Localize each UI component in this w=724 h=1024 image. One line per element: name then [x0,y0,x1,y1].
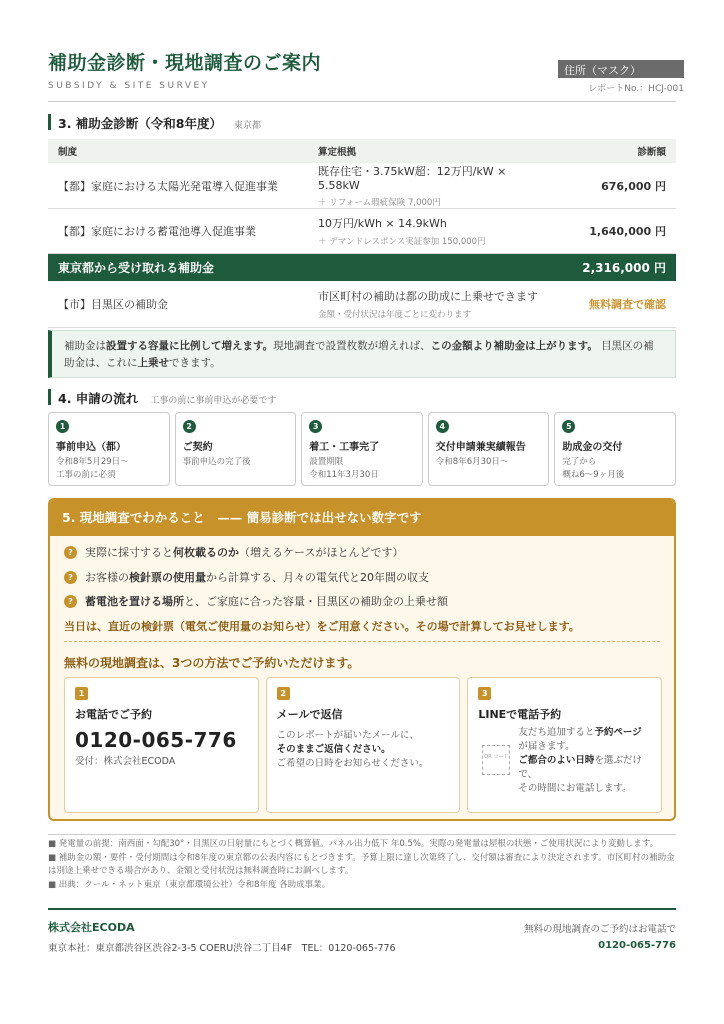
desc-text: が届きます。 [518,741,575,752]
qr-code[interactable]: QR コード [482,745,510,775]
step-number: 4 [436,420,449,433]
column-header: 診断額 [556,139,676,163]
program-name: 【都】家庭における太陽光発電導入促進事業 [48,163,308,209]
calc-basis: 市区町村の補助は都の助成に上乗せできます [318,289,538,303]
method-title: お電話でご予約 [75,708,152,721]
step-number: 5 [562,420,575,433]
application-steps [48,412,676,486]
step-title: 事前申込（都） [56,442,126,453]
method-line[interactable] [467,677,662,813]
subsidy-table [48,139,676,328]
step-card [554,412,676,486]
section-sub: 工事の前に事前申込が必要です [150,396,277,406]
step-title: ご契約 [182,442,213,453]
step-card [48,412,170,486]
step-number: 2 [183,420,196,433]
section-title: 4. 申請の流れ [58,391,139,406]
footer [48,908,676,958]
total-amount: 2,316,000 円 [556,254,676,281]
step-number: 1 [56,420,69,433]
calc-extra: ＋ デマンドレスポンス実証参加 150,000円 [318,237,486,247]
desc-text: 友だち追加すると [518,727,595,738]
method-number: 2 [277,687,290,700]
survey-point [64,569,429,585]
point-text: 実際に採寸すると [85,546,173,559]
point-text: から計算する、月々の電気代と20年間の収支 [206,571,429,584]
note-text: 現地調査で設置枚数が増えれば、 [273,340,431,352]
step-title: 助成金の交付 [562,442,623,453]
step-line: 令和8年5月29日〜 [56,457,129,467]
method-phone[interactable] [64,677,259,813]
section-region: 東京都 [234,121,262,131]
site-survey-panel [48,498,676,821]
question-icon: ? [64,571,77,584]
step-line: 完了から [562,457,597,467]
survey-heading: 5. 現地調査でわかること —— 簡易診断では出せない数字です [50,500,674,536]
subsidy-note [48,330,676,378]
total-label: 東京都から受け取れる補助金 [48,254,556,281]
phone-number[interactable]: 0120-065-776 [75,728,237,752]
contact-phone[interactable]: 0120-065-776 [598,940,676,951]
step-desc [183,456,289,469]
note-text: 目黒区の補助金は、これに [64,340,654,369]
survey-point [64,593,448,609]
desc-bold: ご都合のよい日時 [518,755,595,766]
calc-basis: 10万円/kWh × 14.9kWh [318,217,447,230]
company-name: 株式会社ECODA [48,921,135,934]
point-bold: 検針票の使用量 [129,571,206,584]
step-card [175,412,297,486]
note-bold: 設置する容量に比例して増えます。 [106,340,274,352]
method-desc: 受付：株式会社ECODA [75,756,176,767]
section-title: 3. 補助金診断（令和8年度） [58,116,222,131]
step-line: 令和8年6月30日〜 [435,457,509,467]
desc-line: ご希望の日時をお知らせください。 [276,758,429,769]
point-bold: 何枚載るのか [173,546,239,559]
step-line: 設置期限 [309,457,344,467]
table-row [48,163,676,209]
step-desc [436,456,542,469]
method-number: 1 [75,687,88,700]
header [48,48,684,98]
footnote: ■ 出典：クール・ネット東京（東京都環境公社）令和8年度 各助成事業。 [48,879,331,890]
question-icon: ? [64,546,77,559]
survey-emphasis: 当日は、直近の検針票（電気ご使用量のお知らせ）をご用意ください。その場で計算してお見せします。 [64,620,580,633]
company-address: 東京本社：東京都渋谷区渋谷2-3-5 COERU渋谷二丁目4F TEL：0120-065-776 [48,943,396,954]
step-desc [309,456,415,482]
point-bold: 蓄電池を置ける場所 [85,595,184,608]
step-card [428,412,550,486]
calc-extra: ＋ リフォーム瑕疵保険 7,000円 [318,198,441,208]
step-line: 工事の前に必須 [56,470,116,480]
page-title: 補助金診断・現地調査のご案内 [48,52,322,74]
survey-point [64,544,403,560]
divider [48,101,676,102]
note-bold: 上乗せ [137,357,169,369]
note-text: 補助金は [64,340,106,352]
calc-extra: 金額・受付状況は年度ごとに変わります [318,309,472,320]
footnote: ■ 補助金の額・要件・受付期間は令和8年度の東京都の公表内容にもとづきます。予算上限に達し次第終了し、交付額は審査により決定されます。市区町村の補助金は別途上乗せできる場合があり、金額と受付状況は無料調査時にお調べします。 [48,852,675,876]
footnote: ■ 発電量の前提：南西面・勾配30°・目黒区の日射量にもとづく概算値。パネル出力低下 年0.5%。実際の発電量は屋根の状態・ご使用状況により変動します。 [48,839,659,849]
program-name: 【市】目黒区の補助金 [48,281,308,328]
question-icon: ? [64,595,77,608]
desc-text: その時間にお電話します。 [518,783,632,794]
step-line: 令和11年3月30日 [309,470,379,480]
step-line: 概ね6〜9ヶ月後 [562,470,625,480]
point-text: と、ご家庭に合った容量・目黒区の補助金の上乗せ額 [184,595,448,608]
contact-label: 無料の現地調査のご予約はお電話で [523,924,676,935]
step-line: 事前申込の完了後 [182,457,251,467]
method-title: メールで返信 [276,708,343,721]
calc-cell [308,209,556,254]
section-4-heading [48,389,276,405]
table-header-row [48,139,676,163]
masked-address: 住所（マスク） [558,60,684,78]
amount-status: 無料調査で確認 [556,281,676,328]
method-desc [518,726,650,796]
amount: 1,640,000 円 [556,209,676,254]
desc-line: このレポートが届いたメールに、 [276,730,419,741]
table-row [48,209,676,254]
point-text: （増えるケースがほとんどです） [239,546,404,559]
step-card [301,412,423,486]
column-header: 算定根拠 [308,139,556,163]
column-header: 制度 [48,139,308,163]
methods-title: 無料の現地調査は、3つの方法でご予約いただけます。 [64,656,360,670]
step-title: 着工・工事完了 [309,442,380,453]
calc-cell [308,281,556,328]
table-row [48,281,676,328]
method-title: LINEで電話予約 [478,708,562,721]
note-text: できます。 [169,357,221,369]
calc-basis: 既存住宅・3.75kW超：12万円/kW × 5.58kW [318,165,507,192]
reservation-methods [64,677,662,813]
section-3-heading [48,114,261,130]
calc-cell [308,163,556,209]
point-text: お客様の [85,571,129,584]
divider [64,641,660,642]
desc-text: を選ぶだけで、 [518,755,642,780]
desc-bold: 予約ページ [594,727,642,738]
footer-contact [524,921,676,951]
step-desc [562,456,668,482]
page-subtitle: SUBSIDY & SITE SURVEY [48,81,210,91]
footnotes [48,834,676,892]
step-number: 3 [309,420,322,433]
amount: 676,000 円 [556,163,676,209]
report-number: レポートNo.：HCJ-001 [588,84,684,94]
total-row [48,254,676,281]
step-title: 交付申請兼実績報告 [435,442,526,453]
desc-line-bold: そのままご返信ください。 [276,744,391,755]
note-bold: この金額より補助金は上がります。 [430,340,598,352]
method-email[interactable] [266,677,461,813]
program-name: 【都】家庭における蓄電池導入促進事業 [48,209,308,254]
method-number: 3 [478,687,491,700]
step-desc [56,456,162,482]
method-desc [277,729,450,771]
